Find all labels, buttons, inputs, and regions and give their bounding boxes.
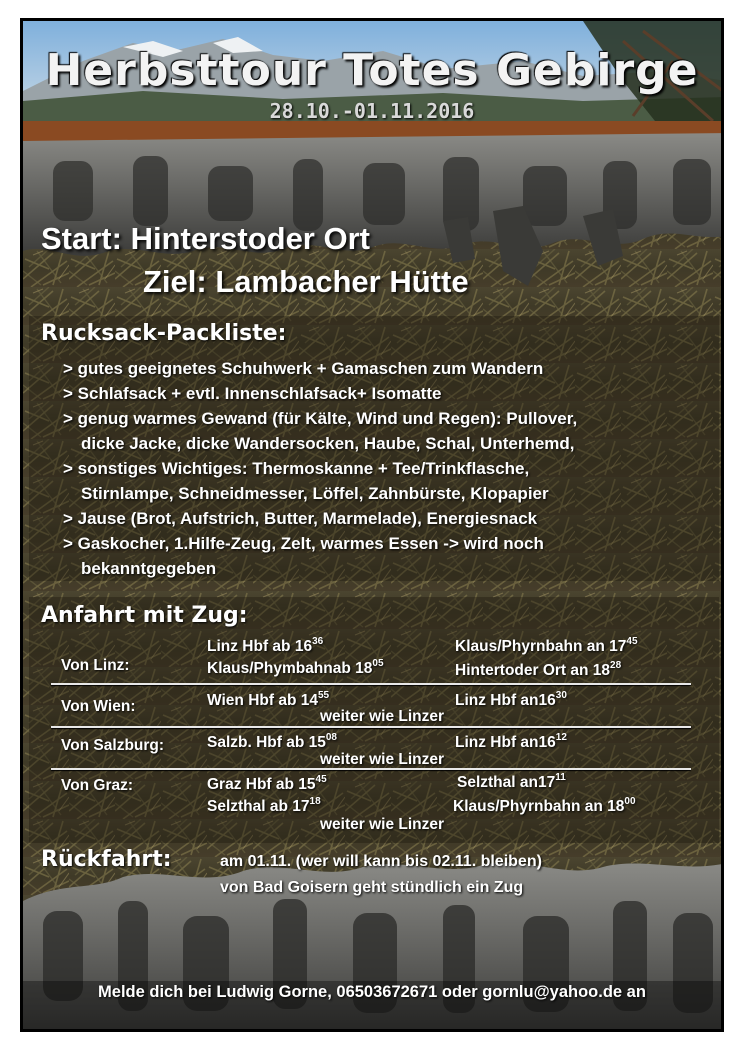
rueckfahrt-line-2: von Bad Goisern geht stündlich ein Zug	[220, 879, 524, 896]
rueckfahrt-line-1: am 01.11. (wer will kann bis 02.11. bleiben)	[220, 853, 542, 870]
salzburg-note: weiter wie Linzer	[320, 751, 445, 768]
packliste-line: > gutes geeignetes Schuhwerk + Gamaschen zum Wandern	[63, 359, 544, 378]
packliste-line: > Schlafsack + evtl. Innenschlafsack+ Isomatte	[63, 384, 442, 403]
destination: Ziel: Lambacher Hütte	[143, 264, 469, 299]
start-location: Start: Hinterstoder Ort	[41, 221, 370, 256]
graz-arrival-1: Selzthal $an17^{11}$	[457, 772, 566, 792]
graz-departure-1: Graz Hbf ab $15^{45}$	[207, 774, 327, 794]
divider	[51, 768, 691, 770]
rueckfahrt-heading: Rückfahrt:	[41, 847, 172, 872]
salzburg-departure: Salzb. Hbf ab $15^{08}$	[207, 732, 337, 752]
packliste-line: dicke Jacke, dicke Wandersocken, Haube, Schal, Unterhemd,	[81, 434, 575, 453]
wien-departure: Wien Hbf ab $14^{55}$	[207, 690, 330, 710]
graz-arrival-2: Klaus/Phyrnbahn an $18^{00}$	[453, 796, 636, 816]
linz-arrival-2: Hintertoder Ort an $18^{28}$	[455, 660, 622, 680]
tour-date: 28.10.-01.11.2016	[269, 99, 475, 123]
packliste-heading: Rucksack-Packliste:	[41, 321, 287, 346]
origin-label-linz: Von Linz:	[61, 657, 130, 674]
packliste-line: > Gaskocher, 1.Hilfe-Zeug, Zelt, warmes Essen -> wird noch	[63, 534, 544, 553]
salzburg-arrival: Linz Hbf $an16^{12}$	[455, 732, 567, 752]
origin-label-wien: Von Wien:	[61, 698, 136, 715]
packliste-line: > sonstiges Wichtiges: Thermoskanne + Tee/Trinkflasche,	[63, 459, 530, 478]
linz-departure-2: Klaus/Phymbahnab $18^{05}$	[207, 658, 384, 678]
graz-note: weiter wie Linzer	[320, 816, 445, 833]
poster	[20, 18, 724, 1032]
wien-arrival: Linz Hbf $an16^{30}$	[455, 690, 567, 710]
linz-departure-1: Linz Hbf ab $16^{36}$	[207, 636, 324, 656]
packliste-line: bekanntgegeben	[81, 559, 217, 578]
contact-footer: Melde dich bei Ludwig Gorne, 06503672671 oder gornlu@yahoo.de an	[98, 983, 646, 1001]
linz-arrival-1: Klaus/Phyrnbahn an $17^{45}$	[455, 636, 638, 656]
packliste-line: > Jause (Brot, Aufstrich, Butter, Marmelade), Energiesnack	[63, 509, 538, 528]
wien-note: weiter wie Linzer	[320, 708, 445, 725]
anfahrt-heading: Anfahrt mit Zug:	[41, 603, 248, 628]
divider	[51, 726, 691, 728]
packliste-line: > genug warmes Gewand (für Kälte, Wind und Regen): Pullover,	[63, 409, 578, 428]
divider	[51, 683, 691, 685]
origin-label-graz: Von Graz:	[61, 777, 134, 794]
origin-label-salzburg: Von Salzburg:	[61, 737, 165, 754]
packliste-line: Stirnlampe, Schneidmesser, Löffel, Zahnbürste, Klopapier	[81, 484, 549, 503]
poster-title: Herbsttour Totes Gebirge	[45, 45, 699, 96]
graz-departure-2: Selzthal ab $17^{18}$	[207, 796, 321, 816]
